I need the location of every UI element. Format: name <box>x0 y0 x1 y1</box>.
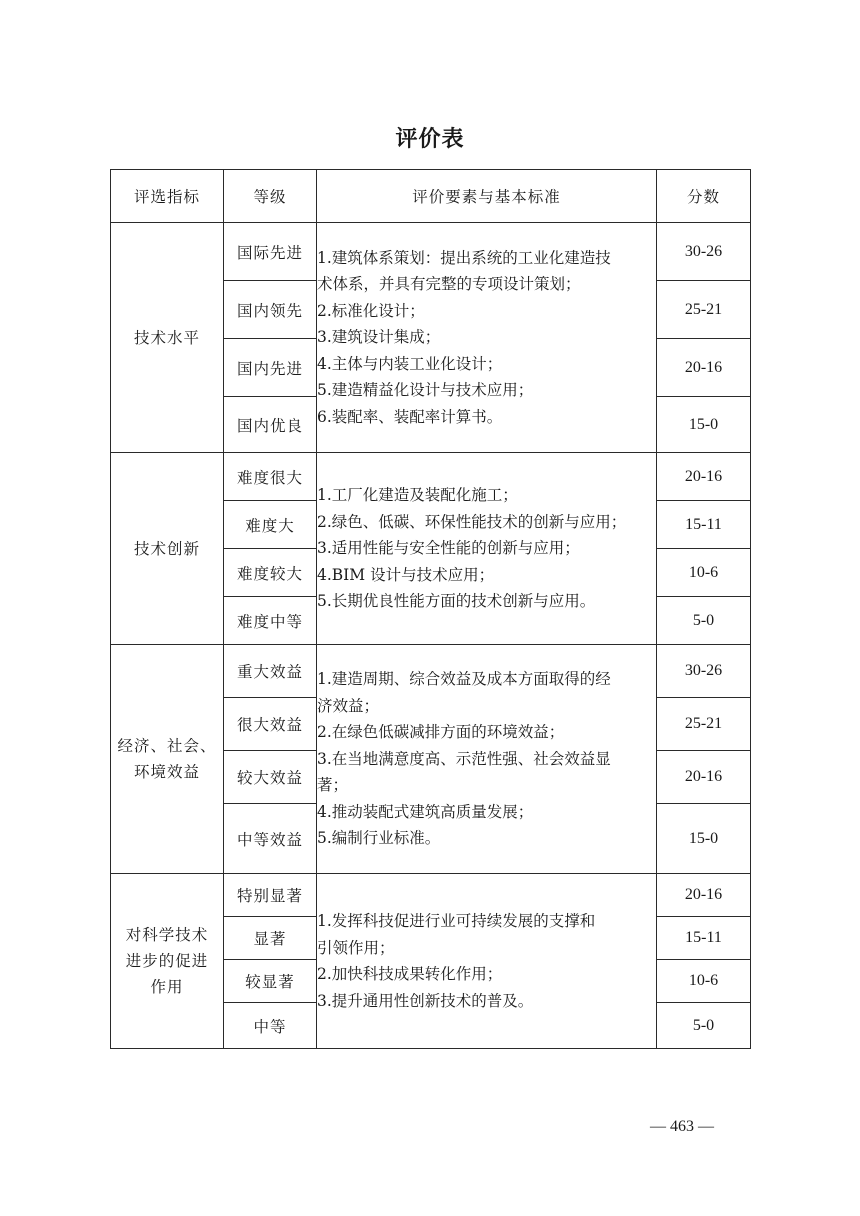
criteria-line: 4.BIM 设计与技术应用； <box>317 565 495 584</box>
header-grade: 等级 <box>224 170 317 223</box>
grade-cell: 较显著 <box>224 960 317 1003</box>
score-cell: 15-0 <box>657 397 751 453</box>
score-cell: 25-21 <box>657 698 751 751</box>
grade-cell: 难度很大 <box>224 453 317 501</box>
category-line: 作用 <box>150 978 184 996</box>
header-score: 分数 <box>657 170 751 223</box>
grade-cell: 中等 <box>224 1003 317 1049</box>
criteria-line: 2.在绿色低碳减排方面的环境效益； <box>317 723 565 742</box>
score-cell: 30-26 <box>657 645 751 698</box>
criteria-line: 3.适用性能与安全性能的创新与应用； <box>317 539 580 558</box>
score-cell: 20-16 <box>657 453 751 501</box>
grade-cell: 国内领先 <box>224 281 317 339</box>
score-cell: 5-0 <box>657 597 751 645</box>
table-row <box>111 874 751 917</box>
score-cell: 20-16 <box>657 339 751 397</box>
grade-cell: 重大效益 <box>224 645 317 698</box>
category-line: 经济、社会、 <box>117 737 217 755</box>
criteria-line: 6.装配率、装配率计算书。 <box>317 407 503 426</box>
score-cell: 25-21 <box>657 281 751 339</box>
criteria-line: 4.主体与内装工业化设计； <box>317 354 503 373</box>
table-body <box>111 223 751 1049</box>
criteria-line: 术体系，并具有完整的专项设计策划； <box>317 275 581 294</box>
criteria-line: 引领作用； <box>317 938 395 957</box>
table-row <box>111 223 751 281</box>
evaluation-table <box>110 169 751 1049</box>
score-cell: 20-16 <box>657 874 751 917</box>
score-cell: 15-0 <box>657 804 751 874</box>
criteria-line: 著； <box>317 776 349 795</box>
grade-cell: 难度中等 <box>224 597 317 645</box>
criteria-cell <box>317 453 657 645</box>
criteria-line: 1.工厂化建造及装配化施工； <box>317 486 518 505</box>
score-cell: 10-6 <box>657 960 751 1003</box>
criteria-line: 3.建筑设计集成； <box>317 328 441 347</box>
criteria-cell <box>317 223 657 453</box>
grade-cell: 难度较大 <box>224 549 317 597</box>
criteria-line: 济效益； <box>317 696 380 715</box>
category-cell <box>111 874 224 1049</box>
criteria-line: 2.标准化设计； <box>317 301 425 320</box>
category-line: 环境效益 <box>133 763 200 781</box>
grade-cell: 国内先进 <box>224 339 317 397</box>
criteria-line: 5.编制行业标准。 <box>317 829 441 848</box>
grade-cell: 中等效益 <box>224 804 317 874</box>
page-title: 评价表 <box>395 127 465 152</box>
criteria-line: 3.提升通用性创新技术的普及。 <box>317 991 534 1010</box>
criteria-line: 5.长期优良性能方面的技术创新与应用。 <box>317 592 596 611</box>
criteria-line: 2.绿色、低碳、环保性能技术的创新与应用； <box>317 512 627 531</box>
criteria-line: 5.建造精益化设计与技术应用； <box>317 381 534 400</box>
header-category: 评选指标 <box>111 170 224 223</box>
table-row <box>111 645 751 698</box>
grade-cell: 难度大 <box>224 501 317 549</box>
category-line: 对科学技术 <box>125 926 209 944</box>
category-line: 技术创新 <box>133 539 200 558</box>
header-criteria: 评价要素与基本标准 <box>317 170 657 223</box>
criteria-line: 3.在当地满意度高、示范性强、社会效益显 <box>317 749 611 768</box>
category-line: 技术水平 <box>133 328 200 347</box>
criteria-line: 1.建筑体系策划：提出系统的工业化建造技 <box>317 248 611 267</box>
criteria-line: 1.建造周期、综合效益及成本方面取得的经 <box>317 670 611 689</box>
grade-cell: 特别显著 <box>224 874 317 917</box>
table-row <box>111 453 751 501</box>
score-cell: 10-6 <box>657 549 751 597</box>
page-number: — 463 — <box>650 1118 714 1135</box>
grade-cell: 国内优良 <box>224 397 317 453</box>
category-cell <box>111 223 224 453</box>
category-cell <box>111 645 224 874</box>
score-cell: 20-16 <box>657 751 751 804</box>
grade-cell: 较大效益 <box>224 751 317 804</box>
grade-cell: 显著 <box>224 917 317 960</box>
criteria-line: 1.发挥科技促进行业可持续发展的支撑和 <box>317 912 596 930</box>
grade-cell: 国际先进 <box>224 223 317 281</box>
score-cell: 15-11 <box>657 501 751 549</box>
score-cell: 5-0 <box>657 1003 751 1049</box>
criteria-line: 4.推动装配式建筑高质量发展； <box>317 802 534 821</box>
criteria-cell <box>317 874 657 1049</box>
category-cell <box>111 453 224 645</box>
table-header-row <box>111 170 751 223</box>
criteria-line: 2.加快科技成果转化作用； <box>317 965 503 983</box>
category-line: 进步的促进 <box>125 952 209 970</box>
criteria-cell <box>317 645 657 874</box>
score-cell: 15-11 <box>657 917 751 960</box>
score-cell: 30-26 <box>657 223 751 281</box>
grade-cell: 很大效益 <box>224 698 317 751</box>
